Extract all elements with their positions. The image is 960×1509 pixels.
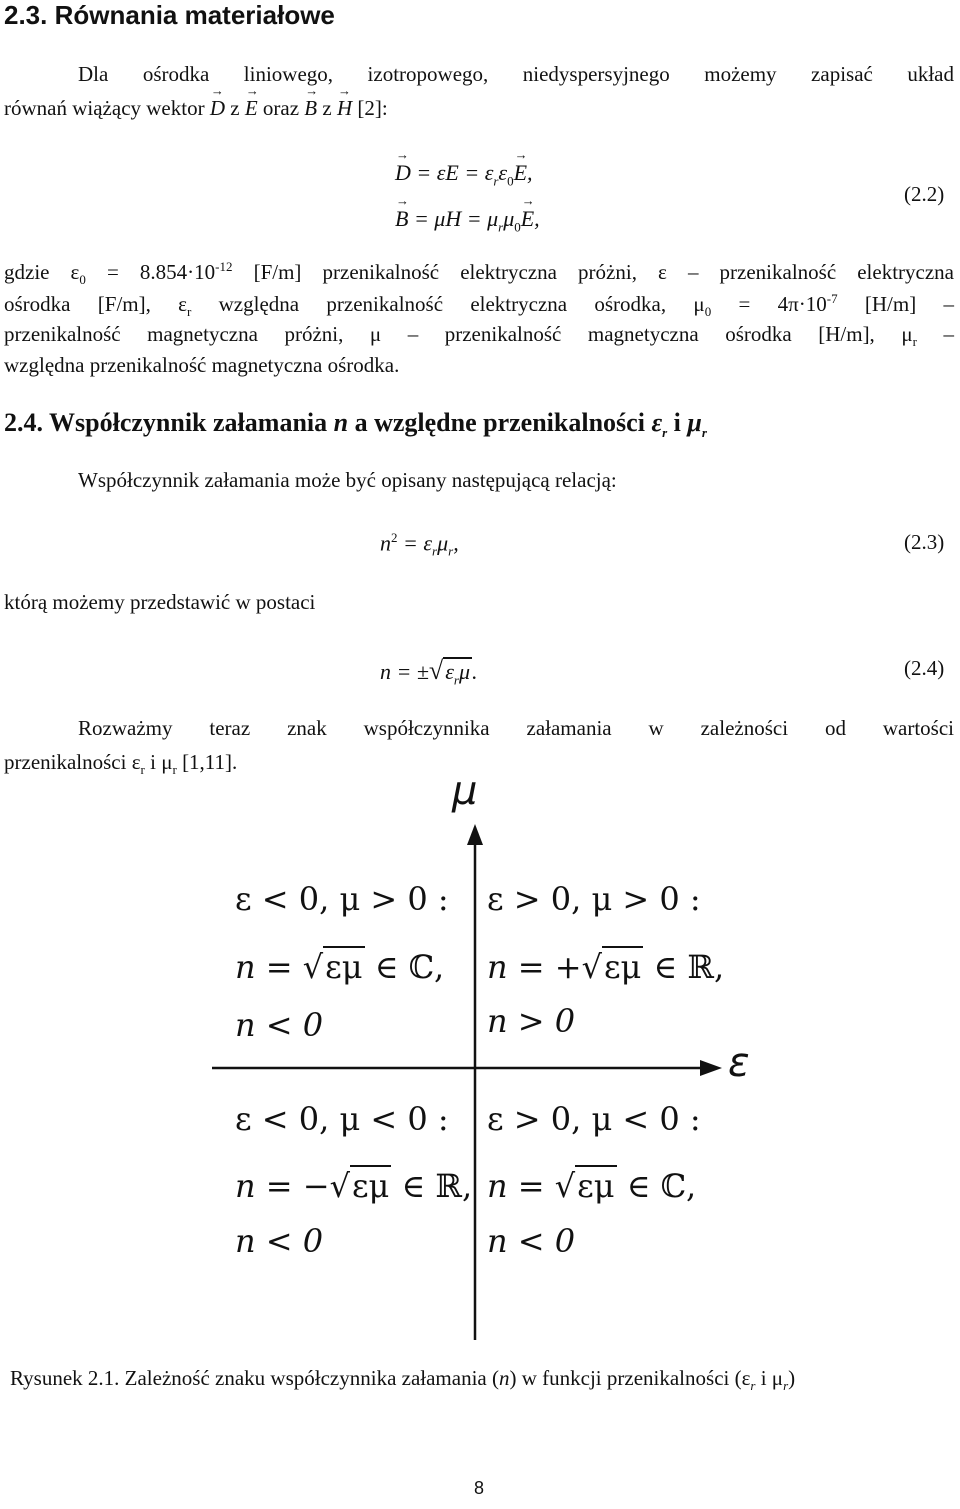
q2-radicand: εμ (325, 948, 363, 986)
section-title: 2.3. Równania materiałowe (4, 0, 335, 30)
reference: [2]: (357, 96, 388, 120)
definitions-line-4: względna przenikalność magnetyczna ośrodka. (4, 353, 400, 377)
q1-condition: ε > 0, μ > 0 : (487, 880, 701, 918)
def-text: [H/m] – (837, 292, 954, 316)
heading-mu: μ (687, 408, 702, 437)
q4-condition: ε > 0, μ < 0 : (487, 1100, 701, 1138)
caption-text: i μ (755, 1366, 784, 1390)
def-text: – (916, 322, 954, 346)
caption-text: ) (788, 1366, 796, 1390)
caption-text: Rysunek 2.1. Zależność znaku współczynnika załamania ( (10, 1366, 499, 1390)
sqrt-icon: √ (302, 948, 324, 986)
q4-equation (487, 1165, 696, 1205)
q1-eq-rhs: ∈ ℝ, (643, 948, 725, 986)
caption-sub: r (750, 1378, 756, 1394)
intro-word: z (230, 96, 240, 120)
eps-axis-arrow-icon (700, 1060, 722, 1076)
eq-text: = ε (397, 530, 433, 556)
eq-B: → B (395, 206, 408, 232)
q4-inequality: n < 0 (487, 1222, 576, 1260)
eq-text: ε (445, 659, 454, 684)
heading-n: n (333, 408, 349, 437)
heading-text: i (673, 408, 681, 437)
eq-sub: r (493, 173, 499, 189)
def-text: przenikalność magnetyczna próżni, μ – przenikalność magnetyczna ośrodka [H/m], μ (4, 322, 913, 346)
sqrt-icon: √ (581, 948, 602, 986)
axis-label-mu: μ (452, 768, 478, 814)
def-sup: -12 (215, 259, 233, 274)
equation-number-2-2: (2.2) (904, 182, 945, 206)
def-text: ośrodka [F/m], ε (4, 292, 187, 316)
consider-sub: r (140, 762, 145, 778)
sqrt-icon: √ (554, 1167, 576, 1205)
q2-equation (235, 946, 444, 986)
vector-B: → B (304, 96, 317, 121)
eq-text: . (471, 659, 478, 684)
eq-text: μ (503, 206, 515, 231)
consider-text: [1,11]. (176, 750, 238, 774)
eq-sup: 2 (391, 530, 398, 545)
def-text: gdzie ε (4, 260, 80, 284)
figure-caption (10, 1366, 795, 1394)
eq-text: = εE = ε (410, 160, 494, 185)
eq-sub: r (498, 219, 504, 235)
mu-axis-arrow-icon (467, 824, 483, 845)
vector-E: → E (245, 96, 258, 121)
form-text: którą możemy przedstawić w postaci (4, 590, 316, 614)
eq-sub: r (448, 543, 454, 559)
def-text: względna przenikalność elektryczna ośrodka, μ (191, 292, 705, 316)
caption-sub: r (783, 1378, 789, 1394)
eq-sub: 0 (514, 219, 521, 235)
eq-n: n (380, 530, 391, 556)
q1-eq-lhs: n = + (487, 948, 582, 986)
heading-text: 2.4. Współczynnik załamania (4, 408, 328, 437)
heading-sub: r (662, 425, 668, 441)
def-text: [F/m] przenikalność elektryczna próżni, ε – przenikalność elektryczna (232, 260, 955, 284)
q3-radicand: εμ (351, 1167, 390, 1205)
eq-E: → E, (521, 206, 540, 232)
eq-D: → D (395, 160, 411, 186)
def-sub: 0 (704, 304, 712, 320)
q3-equation (235, 1165, 472, 1205)
heading-text: a względne przenikalności (354, 408, 645, 437)
q4-eq-rhs: ∈ ℂ, (616, 1167, 697, 1205)
sqrt-icon: √ (329, 1167, 350, 1205)
eq-sub: r (432, 543, 438, 559)
eq-text: = μH = μ (408, 206, 499, 231)
def-sub: r (912, 334, 917, 350)
eq-text: μ (458, 659, 470, 684)
q2-inequality: n < 0 (235, 1006, 324, 1044)
q2-eq-rhs: ∈ ℂ, (364, 948, 445, 986)
def-text: = 8.854·10 (85, 260, 216, 284)
heading-eps: ε (651, 408, 663, 437)
q3-inequality: n < 0 (235, 1222, 324, 1260)
sqrt-icon: √ (428, 656, 444, 685)
heading-sub: r (701, 425, 707, 441)
q3-eq-lhs: n = − (235, 1167, 330, 1205)
caption-n: n (499, 1366, 510, 1390)
eq-text: , (453, 530, 459, 556)
q4-radicand: εμ (577, 1167, 615, 1205)
q2-condition: ε < 0, μ > 0 : (235, 880, 449, 918)
def-sub: r (187, 304, 192, 320)
intro-text: równań wiążący wektor (4, 96, 205, 120)
caption-text: ) w funkcji przenikalności (ε (509, 1366, 751, 1390)
def-sup: -7 (826, 291, 838, 306)
intro-word: z (322, 96, 332, 120)
consider-sub: r (172, 762, 177, 778)
equation-number-2-3: (2.3) (904, 530, 945, 554)
intro-line-1: Dla ośrodka liniowego, izotropowego, niedyspersyjnego możemy zapisać układ (78, 62, 954, 86)
eq-sub: 0 (507, 173, 514, 189)
q4-eq-lhs: n = (487, 1167, 555, 1205)
q1-inequality: n > 0 (487, 1002, 576, 1040)
eq-sub: r (453, 672, 459, 688)
page-number: 8 (474, 1478, 485, 1498)
equation-number-2-4: (2.4) (904, 656, 945, 680)
eq-text: μ (437, 530, 449, 556)
q1-radicand: εμ (603, 948, 642, 986)
vector-H: → H (337, 96, 352, 121)
vector-D: → D (210, 96, 225, 121)
q3-condition: ε < 0, μ < 0 : (235, 1100, 449, 1138)
consider-text: i μ (144, 750, 173, 774)
axis-label-eps: ε (728, 1040, 750, 1086)
relation-text: Współczynnik załamania może być opisany następującą relacją: (78, 468, 617, 492)
eq-text: n = ± (380, 659, 429, 684)
def-sub: 0 (79, 272, 86, 288)
eq-text: ε (498, 160, 508, 185)
consider-text: przenikalności ε (4, 750, 141, 774)
def-text: = 4π·10 (711, 292, 827, 316)
consider-line-1: Rozważmy teraz znak współczynnika załamania w zależności od wartości (78, 716, 954, 740)
intro-word: oraz (262, 96, 300, 120)
q2-eq-lhs: n = (235, 948, 303, 986)
q3-eq-rhs: ∈ ℝ, (391, 1167, 473, 1205)
q1-equation (487, 946, 724, 986)
eq-E: → E, (514, 160, 533, 186)
